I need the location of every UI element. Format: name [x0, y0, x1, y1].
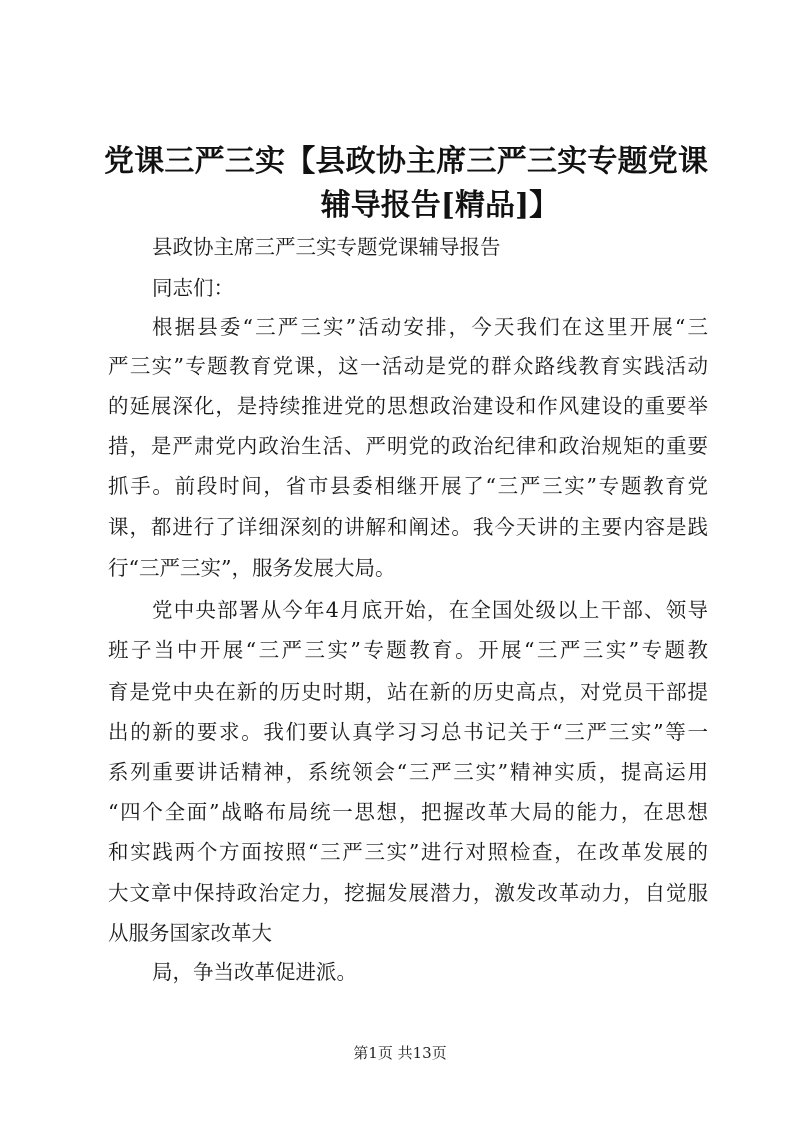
paragraph-2-line: 党中央部署从今年4月底开始，在全国处级以上干部、领导: [152, 598, 708, 622]
document-title-line-2: 辅导报告[精品]】: [320, 188, 560, 223]
page-footer: 第1页 共13页: [353, 1044, 447, 1062]
paragraph-1-line: 课，都进行了详细深刻的讲解和阐述。我今天讲的主要内容是践: [108, 515, 708, 539]
paragraph-2-line: 系列重要讲话精神，系统领会“三严三实”精神实质，提高运用: [108, 760, 708, 784]
paragraph-1-line: 的延展深化，是持续推进党的思想政治建设和作风建设的重要举: [108, 394, 708, 418]
document-title-line-1: 党课三严三实【县政协主席三严三实专题党课: [104, 144, 708, 179]
paragraph-1-line: 严三实”专题教育党课，这一活动是党的群众路线教育实践活动: [108, 354, 708, 378]
paragraph-3: 局，争当改革促进派。: [152, 960, 357, 984]
paragraph-2-line: 从服务国家改革大: [108, 921, 272, 945]
paragraph-2-line: 出的新的要求。我们要认真学习习总书记关于“三严三实”等一: [108, 720, 708, 744]
paragraph-1-line: 行“三严三实”，服务发展大局。: [108, 556, 396, 580]
paragraph-2-line: 育是党中央在新的历史时期，站在新的历史高点，对党员干部提: [108, 680, 708, 704]
paragraph-1-line: 措，是严肃党内政治生活、严明党的政治纪律和政治规矩的重要: [108, 434, 708, 458]
paragraph-2-line: 班子当中开展“三严三实”专题教育。开展“三严三实”专题教: [108, 638, 708, 662]
paragraph-1-line: 根据县委“三严三实”活动安排，今天我们在这里开展“三: [152, 315, 708, 339]
paragraph-2-line: “四个全面”战略布局统一思想，把握改革大局的能力，在思想: [108, 800, 708, 824]
greeting: 同志们：: [152, 276, 234, 300]
subtitle: 县政协主席三严三实专题党课辅导报告: [152, 235, 501, 259]
paragraph-1-line: 抓手。前段时间，省市县委相继开展了“三严三实”专题教育党: [108, 474, 708, 498]
paragraph-2-line: 大文章中保持政治定力，挖掘发展潜力，激发改革动力，自觉服: [108, 881, 708, 905]
paragraph-2-line: 和实践两个方面按照“三严三实”进行对照检查，在改革发展的: [108, 840, 708, 864]
